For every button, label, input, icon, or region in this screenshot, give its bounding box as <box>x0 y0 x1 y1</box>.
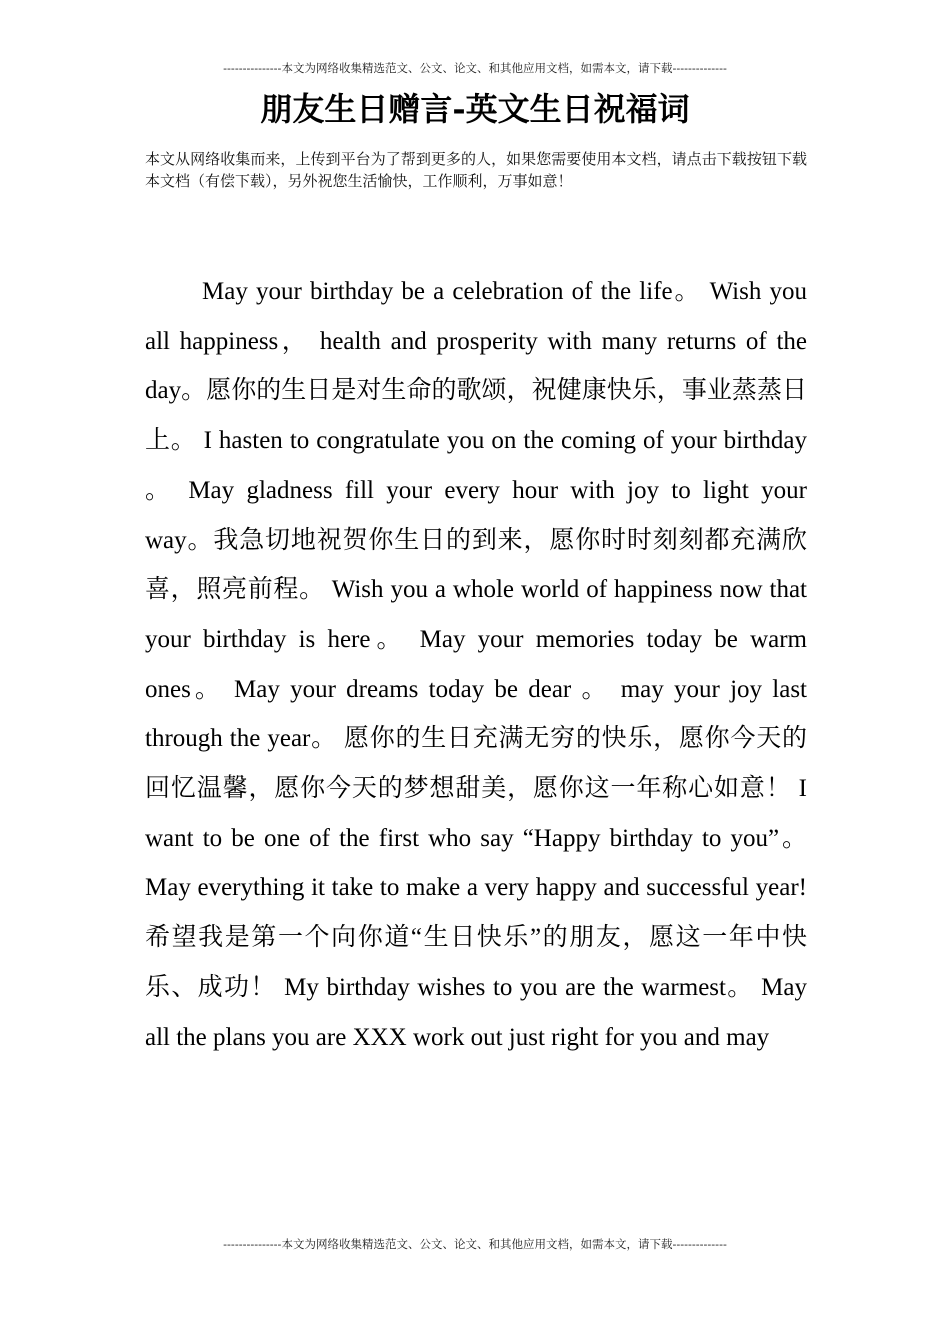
document-title: 朋友生日赠言-英文生日祝福词 <box>260 90 690 128</box>
body-paragraph: May your birthday be a celebration of the life。 Wish you all happiness， health and prosperity with many returns of the day。愿你的生日是对生命的歌颂，祝健康快乐，事业蒸蒸日上。 I hasten to congratulate you on the coming of your birthday 。 May gladness fill your every hour with joy to light your way。我急切地祝贺你生日的到来，愿你时时刻刻都充满欣喜，照亮前程。 Wish you a whole world of happiness now that your birthday is here。 May your memories today be warm ones。 May your dreams today be dear 。 may your joy last through the year。 愿你的生日充满无穷的快乐，愿你今天的回忆温馨，愿你今天的梦想甜美，愿你这一年称心如意！ I want to be one of the first who say “Happy birthday to you”。 May everything it take to make a very happy and successful year! 希望我是第一个向你道“生日快乐”的朋友，愿这一年中快乐、成功！ My birthday wishes to you are the warmest。 May all the plans you are XXX work out just right for you and may <box>145 278 807 1051</box>
page-header-notice: ---------------本文为网络收集精选范文、公文、论文、和其他应用文档，如需本文，请下载-------------- <box>223 61 727 75</box>
intro-paragraph: 本文从网络收集而来，上传到平台为了帮到更多的人，如果您需要使用本文档，请点击下载按钮下载本文档（有偿下载），另外祝您生活愉快，工作顺利，万事如意！ <box>145 150 807 190</box>
page-footer-notice: ---------------本文为网络收集精选范文、公文、论文、和其他应用文档，如需本文，请下载-------------- <box>223 1237 727 1251</box>
